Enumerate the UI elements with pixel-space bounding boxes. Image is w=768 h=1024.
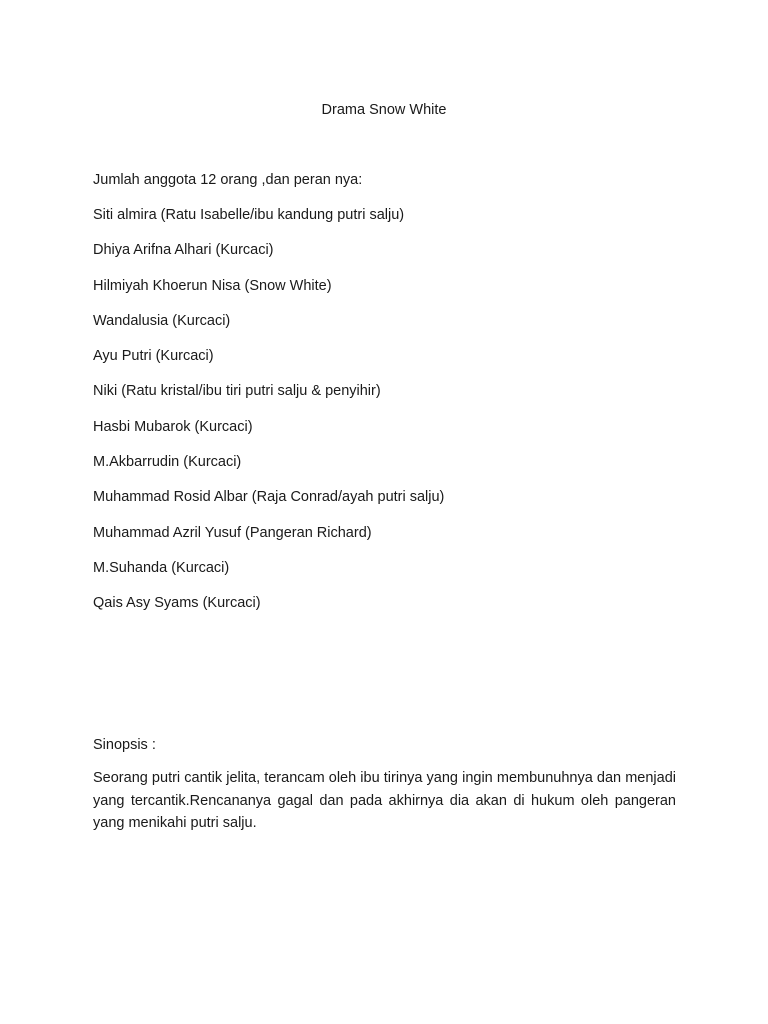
members-intro: Jumlah anggota 12 orang ,dan peran nya: xyxy=(93,172,363,188)
member-list xyxy=(93,205,444,629)
member-item: Niki (Ratu kristal/ibu tiri putri salju & penyihir) xyxy=(93,383,381,400)
synopsis-heading: Sinopsis : xyxy=(93,737,156,753)
synopsis-paragraph: Seorang putri cantik jelita, terancam oleh ibu tirinya yang ingin membunuhnya dan menjadi yang tercantik.Rencananya gagal dan pada akhirnya dia akan di hukum oleh pangeran yang menikahi putri salju. xyxy=(93,770,676,831)
member-item: Wandalusia (Kurcaci) xyxy=(93,312,231,329)
member-item: Muhammad Rosid Albar (Raja Conrad/ayah putri salju) xyxy=(93,489,445,506)
document-title: Drama Snow White xyxy=(321,102,447,118)
member-item: M.Suhanda (Kurcaci) xyxy=(93,559,230,576)
member-item: Ayu Putri (Kurcaci) xyxy=(93,348,214,365)
member-item: M.Akbarrudin (Kurcaci) xyxy=(93,454,242,471)
member-item: Hasbi Mubarok (Kurcaci) xyxy=(93,418,253,435)
member-item: Hilmiyah Khoerun Nisa (Snow White) xyxy=(93,277,332,294)
member-item: Muhammad Azril Yusuf (Pangeran Richard) xyxy=(93,524,372,541)
member-item: Qais Asy Syams (Kurcaci) xyxy=(93,595,261,612)
member-item: Siti almira (Ratu Isabelle/ibu kandung putri salju) xyxy=(93,207,405,223)
member-item: Dhiya Arifna Alhari (Kurcaci) xyxy=(93,242,274,259)
